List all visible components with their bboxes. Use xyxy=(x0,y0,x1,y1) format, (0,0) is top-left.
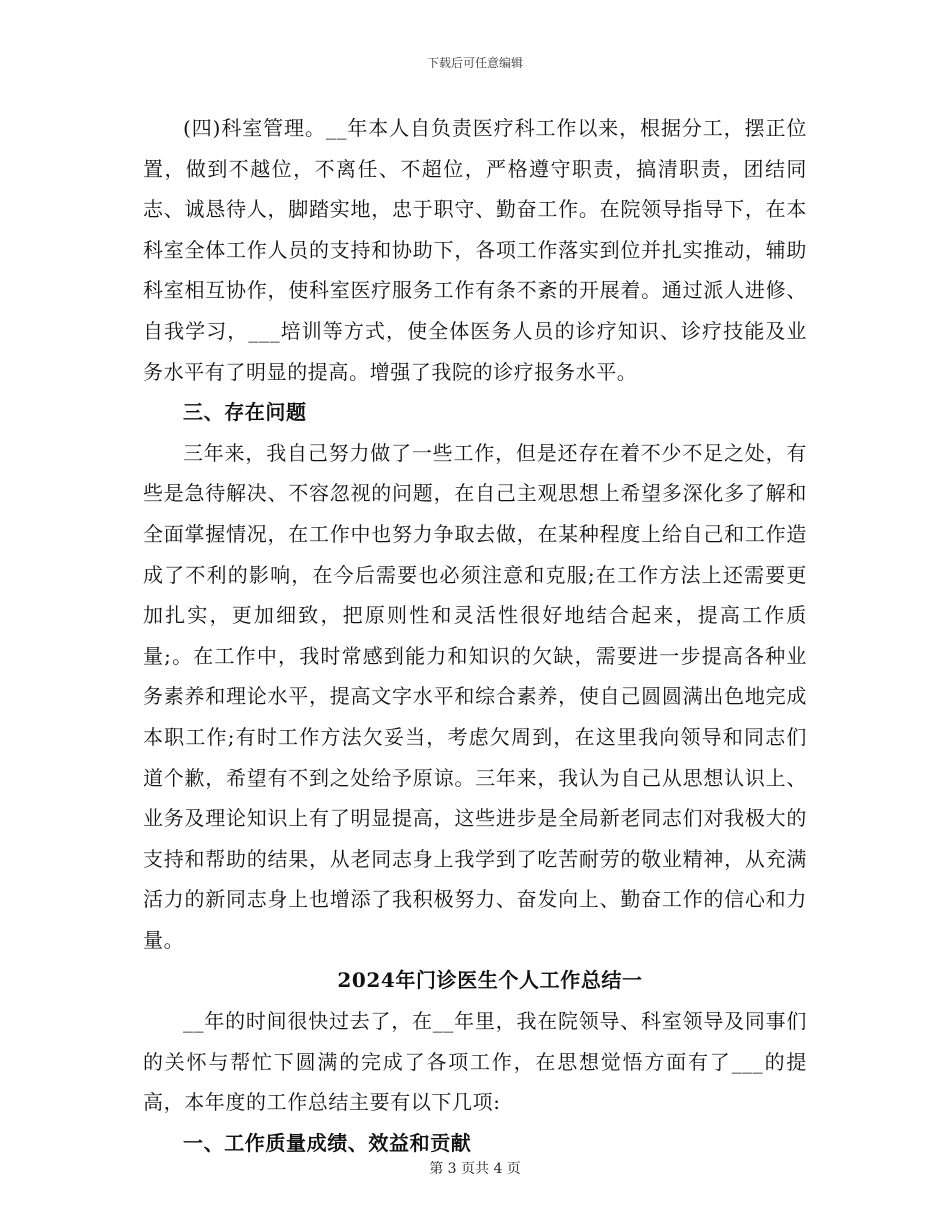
paragraph-problems: 三年来，我自己努力做了一些工作，但是还存在着不少不足之处，有些是急待解决、不容忽视的问题，在自己主观思想上希望多深化多了解和全面掌握情况，在工作中也努力争取去做，在某种程度上给自己和工作造成了不利的影响，在今后需要也必须注意和克服;在工作方法上还需要更加扎实，更加细致，把原则性和灵活性很好地结合起来，提高工作质量;。在工作中，我时常感到能力和知识的欠缺，需要进一步提高各种业务素养和理论水平，提高文字水平和综合素养，使自己圆圆满出色地完成本职工作;有时工作方法欠妥当，考虑欠周到，在这里我向领导和同志们道个歉，希望有不到之处给予原谅。三年来，我认为自己从思想认识上、业务及理论知识上有了明显提高，这些进步是全局新老同志们对我极大的支持和帮助的结果，从老同志身上我学到了吃苦耐劳的敬业精神，从充满活力的新同志身上也增添了我积极努力、奋发向上、勤奋工作的信心和力量。 xyxy=(143,440,807,952)
page-number: 第 3 页共 4 页 xyxy=(429,1161,521,1177)
section-heading-quality: 一、工作质量成绩、效益和贡献 xyxy=(183,1130,472,1155)
section-heading-problems: 三、存在问题 xyxy=(183,400,307,425)
document-title: 2024年门诊医生个人工作总结一 xyxy=(337,968,643,993)
paragraph-intro: __年的时间很快过去了，在__年里，我在院领导、科室领导及同事们的关怀与帮忙下圆满的完成了各项工作，在思想觉悟方面有了___的提高，本年度的工作总结主要有以下几项: xyxy=(143,1009,807,1115)
document-body xyxy=(143,108,807,1163)
paragraph-department-management: (四)科室管理。__年本人自负责医疗科工作以来，根据分工，摆正位置，做到不越位，不离任、不超位，严格遵守职责，搞清职责，团结同志、诚恳待人，脚踏实地，忠于职守、勤奋工作。在院领导指导下，在本科室全体工作人员的支持和协助下，各项工作落实到位并扎实推动，辅助科室相互协作，使科室医疗服务工作有条不紊的开展着。通过派人进修、自我学习，___培训等方式，使全体医务人员的诊疗知识、诊疗技能及业务水平有了明显的提高。增强了我院的诊疗报务水平。 xyxy=(143,116,807,384)
header-note: 下载后可任意编辑 xyxy=(426,56,523,70)
